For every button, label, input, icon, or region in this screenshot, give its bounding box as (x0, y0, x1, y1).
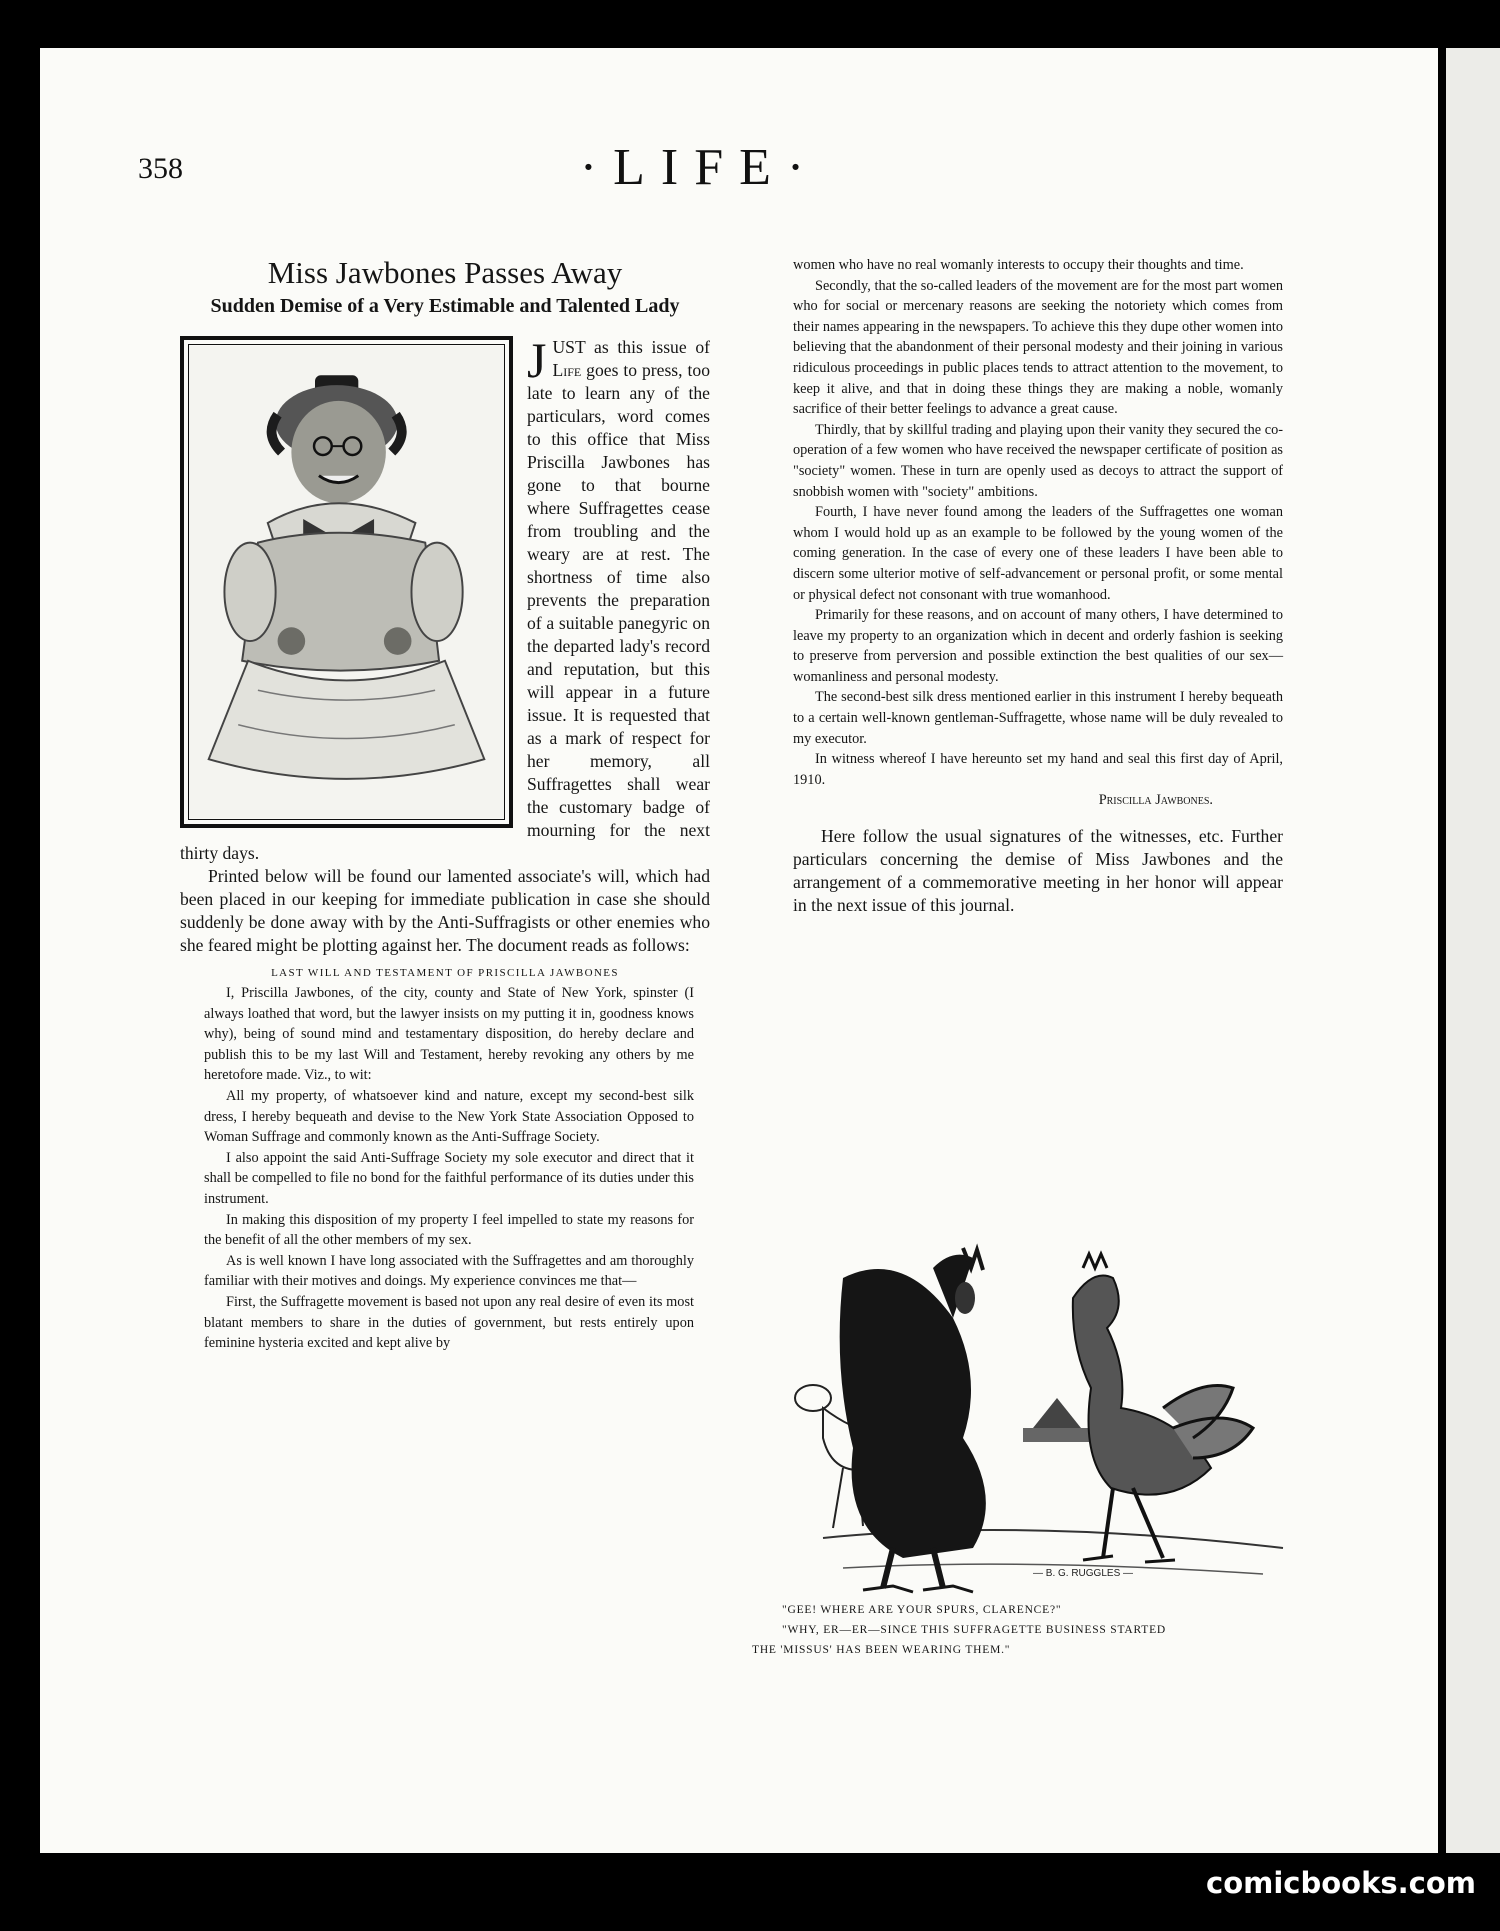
will-paragraph: All my property, of whatsoever kind and nature, except my second-best silk dress, I hereby bequeath and devise to the New York State Association Opposed to Woman Suffrage and commonly known as the Anti-Suffrage Society. (204, 1087, 694, 1146)
right-column (793, 255, 1283, 917)
portrait-photo (180, 336, 513, 828)
will-paragraph: I, Priscilla Jawbones, of the city, county and State of New York, spinster (I always loathed that word, but the lawyer insists on my putting it in, goodness knows why), being of sound mind and testamentary disposition, do hereby declare and publish this to be my last Will and Testament, hereby revoking any others by me heretofore made. Viz., to wit: (204, 985, 694, 1084)
artist-signature: — B. G. RUGGLES — (1033, 1568, 1134, 1579)
article-subhead: Sudden Demise of a Very Estimable and Talented Lady (210, 295, 680, 317)
will-paragraph: I also appoint the said Anti-Suffrage Society my sole executor and direct that it shall be compelled to file no bond for the faithful performance of its duties under this instrument. (204, 1149, 694, 1207)
will-paragraph: Thirdly, that by skillful trading and playing upon their vanity they secured the co-operation of a few women who have received the newspaper certificate of position as "society" women. These in turn are openly used as decoys to attract the support of snobbish women with "society" ambitions. (793, 421, 1283, 500)
will-paragraph: First, the Suffragette movement is based not upon any real desire of even its most blatant members to share in the duties of government, but rests entirely upon feminine hysteria excited and kept alive by (204, 1293, 694, 1352)
will-paragraph: Secondly, that the so-called leaders of the movement are for the most part women who for social or mercenary reasons are seeking the notoriety which comes from their names appearing in the newspapers. To achieve this they dupe other women into believing that the abandonment of their personal modesty and their joining in various ridiculous proceedings in public places tends to attract attention to the movement, to keep it alive, and that in doing these things they are making a noble, womanly sacrifice of their better feelings to advance a great cause. (793, 277, 1283, 418)
site-watermark: comicbooks.com (1206, 1866, 1476, 1900)
intro-life-word: Life (552, 360, 582, 380)
will-text-left (180, 983, 710, 1354)
caption-line-2: "WHY, ER—ER—SINCE THIS SUFFRAGETTE BUSINESS STARTED (782, 1624, 1167, 1636)
left-column (180, 255, 710, 1354)
article-headline: Miss Jawbones Passes Away (267, 255, 623, 290)
doll-portrait-image (189, 345, 504, 819)
drop-cap: J (527, 332, 547, 388)
will-continuation: women who have no real womanly interests to occupy their thoughts and time. (793, 257, 1244, 273)
caption-line-1: "GEE! WHERE ARE YOUR SPURS, CLARENCE?" (782, 1604, 1062, 1616)
followup-paragraph (793, 825, 1283, 917)
will-paragraph: The second-best silk dress mentioned earlier in this instrument I hereby bequeath to a certain well-known gentleman-Suffragette, whose name will be duly revealed to my executor. (793, 689, 1283, 747)
rooster-cartoon (783, 1238, 1297, 1598)
cartoon-caption (752, 1600, 1292, 1660)
will-paragraph: Fourth, I have never found among the leaders of the Suffragettes one woman whom I would hold up as an example to be followed by the young women of the coming generation. In the case of every one of these leaders I have been able to discern some ulterior motive of self-advancement or personal profit, or some mental or physical defect not consonant with true womanhood. (793, 504, 1283, 603)
article-body (180, 332, 710, 957)
masthead: ·LIFE· (579, 139, 821, 196)
cartoon-illustration (783, 1238, 1297, 1598)
will-text-right (793, 255, 1283, 811)
page-number: 358 (138, 152, 183, 185)
will-paragraph: In witness whereof I have hereunto set my hand and seal this first day of April, 1910. (793, 751, 1283, 788)
will-signature: Priscilla Jawbones. (1098, 792, 1213, 809)
next-page-edge (1446, 48, 1500, 1853)
will-paragraph: In making this disposition of my property I feel impelled to state my reasons for the benefit of all the other members of my sex. (204, 1211, 694, 1249)
will-heading: LAST WILL AND TESTAMENT OF PRISCILLA JAWBONES (271, 967, 619, 979)
intro-opening: UST as this issue of (552, 337, 710, 357)
paragraph-2: Printed below will be found our lamented associate's will, which had been placed in our keeping for immediate publication in case she should suddenly be done away with by the Anti-Suffragists or other enemies who she feared might be plotting against her. The document reads as follows: (180, 866, 710, 955)
followup-text: Here follow the usual signatures of the witnesses, etc. Further particulars concerning the demise of Miss Jawbones and the arrangement of a commemorative meeting in her honor will appear in the next issue of this journal. (793, 826, 1283, 916)
caption-line-3: THE 'MISSUS' HAS BEEN WEARING THEM." (752, 1644, 1011, 1656)
intro-tail: goes to press, too late to learn any of the particulars, word comes to this office that Miss Priscilla Jawbones has gone to that bourne where Suffragettes cease from troubling and the weary are at rest. The shortness of time also prevents the preparation of a suitable panegyric on the departed lady's record and reputation, but this will appear in a future issue. It is requested that as a mark of respect for her memory, all Suffragettes shall wear the customary badge of mourning for the next thirty days. (180, 360, 710, 863)
will-paragraph: As is well known I have long associated with the Suffragettes and am thoroughly familiar with their motives and doings. My experience convinces me that— (204, 1252, 694, 1290)
will-paragraph: Primarily for these reasons, and on account of many others, I have determined to leave my property to an organization which in decent and orderly fashion is seeking to preserve from perversion and possible extinction the best qualities of our sex—womanliness and personal modesty. (793, 607, 1283, 685)
